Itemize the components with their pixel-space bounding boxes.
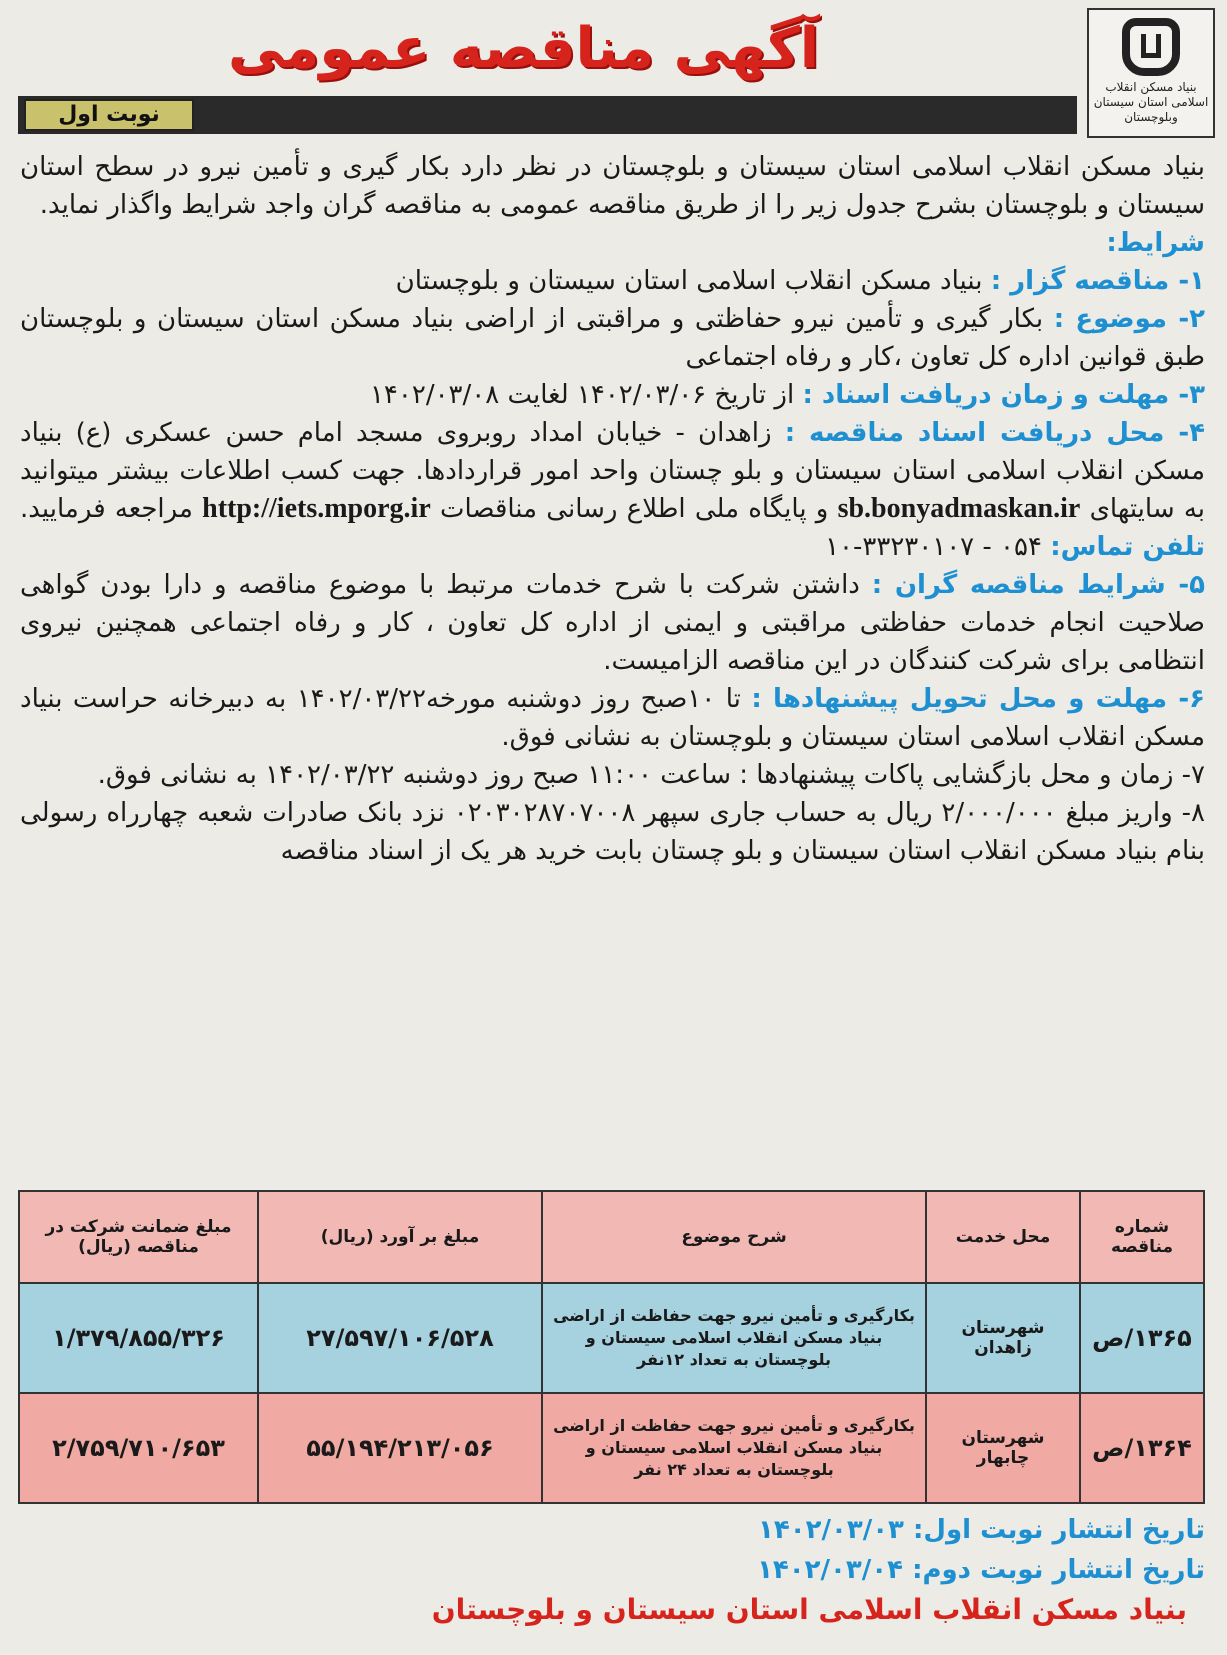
- tender-table: [18, 1190, 1205, 1504]
- item-2-label: ۲- موضوع :: [1053, 304, 1205, 334]
- item-3-label: ۳- مهلت و زمان دریافت اسناد :: [802, 380, 1205, 410]
- header-service-location: محل خدمت: [926, 1191, 1080, 1283]
- item-5-text: داشتن شرکت با شرح خدمات مرتبط با موضوع مناقصه و دارا بودن گواهی صلاحیت انجام خدمات حفاظتی مراقبتی و ایمنی از اداره کل تعاون ، کار و رفاه اجتماعی همچنین نیروی انتظامی برای شرکت کنندگان در این مناقصه الزامیست.: [20, 570, 1205, 676]
- item-6-label: ۶- مهلت و محل تحویل پیشنهادها :: [751, 684, 1205, 714]
- header-description: شرح موضوع: [542, 1191, 926, 1283]
- item-2: [20, 300, 1205, 376]
- item-4-label: ۴- محل دریافت اسناد مناقصه :: [784, 418, 1206, 448]
- item-5: [20, 566, 1205, 680]
- header-estimate: مبلغ بر آورد (ریال): [258, 1191, 542, 1283]
- service-location: شهرستان زاهدان: [926, 1283, 1080, 1393]
- item-4-text: زاهدان - خیابان امداد روبروی مسجد امام حسن عسکری (ع) بنیاد مسکن انقلاب اسلامی استان سیستان و بلو چستان واحد امور قراردادها. جهت کسب اطلاعات بیشتر میتوانید به سایتهای: [20, 418, 1206, 524]
- footer-organization: بنیاد مسکن انقلاب اسلامی استان سیستان و بلوچستان: [431, 1593, 1187, 1626]
- item-2-text: بکار گیری و تأمین نیرو حفاظتی و مراقبتی از اراضی بنیاد مسکن استان سیستان و بلوچستان طبق قوانین اداره کل تعاون ،کار و رفاه اجتماعی: [20, 304, 1205, 372]
- page-title: آگهی مناقصه عمومی: [228, 16, 819, 81]
- header-tender-number: شماره مناقصه: [1080, 1191, 1204, 1283]
- table-header-row: [19, 1191, 1204, 1283]
- item-3: [20, 376, 1205, 414]
- first-publication-date: تاریخ انتشار نوبت اول: ۱۴۰۲/۰۳/۰۳: [757, 1515, 1205, 1545]
- guarantee-amount: ۱/۳۷۹/۸۵۵/۳۲۶: [19, 1283, 258, 1393]
- phone-number: ۰۵۴ - ۳۳۲۳۰۱۰۷-۱۰: [825, 532, 1042, 562]
- website-link-1[interactable]: sb.bonyadmaskan.ir: [837, 493, 1081, 524]
- tender-description: بکارگیری و تأمین نیرو جهت حفاظت از اراضی بنیاد مسکن انقلاب اسلامی سیستان و بلوچستان به تعداد ۲۴ نفر: [542, 1393, 926, 1503]
- intro-paragraph: بنیاد مسکن انقلاب اسلامی استان سیستان و بلوچستان در نظر دارد بکار گیری و تأمین نیرو در سطح استان سیستان و بلوچستان بشرح جدول زیر را از طریق مناقصه عمومی به مناقصه گران واجد شرایط واگذار نماید.: [20, 152, 1205, 220]
- item-7: ۷- زمان و محل بازگشایی پاکات پیشنهادها : ساعت ۱۱:۰۰ صبح روز دوشنبه ۱۴۰۲/۰۳/۲۲ به نشانی فوق.: [97, 760, 1205, 790]
- logo-line-1: بنیاد مسکن انقلاب: [1105, 80, 1197, 94]
- notice-body: [20, 148, 1205, 870]
- publication-dates: [300, 1510, 1205, 1590]
- second-publication-date: تاریخ انتشار نوبت دوم: ۱۴۰۲/۰۳/۰۴: [757, 1555, 1205, 1585]
- estimate-amount: ۲۷/۵۹۷/۱۰۶/۵۲۸: [258, 1283, 542, 1393]
- header-guarantee: مبلغ ضمانت شرکت در مناقصه (ریال): [19, 1191, 258, 1283]
- turn-badge: نوبت اول: [24, 99, 194, 131]
- guarantee-amount: ۲/۷۵۹/۷۱۰/۶۵۳: [19, 1393, 258, 1503]
- tender-number: ۱۳۶۵/ص: [1080, 1283, 1204, 1393]
- item-6: [20, 680, 1205, 756]
- phone-label: تلفن تماس:: [1050, 532, 1205, 562]
- item-1-label: ۱- مناقصه گزار :: [990, 266, 1205, 296]
- item-1: [20, 262, 1205, 300]
- estimate-amount: ۵۵/۱۹۴/۲۱۳/۰۵۶: [258, 1393, 542, 1503]
- organization-logo: [1087, 8, 1215, 138]
- item-4: [20, 414, 1205, 566]
- item-4-text-2: و پایگاه ملی اطلاع رسانی مناقصات: [440, 494, 829, 524]
- website-link-2[interactable]: http://iets.mporg.ir: [202, 493, 431, 524]
- item-5-label: ۵- شرایط مناقصه گران :: [871, 570, 1205, 600]
- conditions-heading: شرایط:: [1106, 228, 1205, 258]
- service-location: شهرستان چابهار: [926, 1393, 1080, 1503]
- table-row: [19, 1393, 1204, 1503]
- tender-description: بکارگیری و تأمین نیرو جهت حفاظت از اراضی بنیاد مسکن انقلاب اسلامی سیستان و بلوچستان به تعداد ۱۲نفر: [542, 1283, 926, 1393]
- bonyad-maskan-logo-icon: [1122, 18, 1180, 76]
- item-6-text: تا ۱۰صبح روز دوشنبه مورخه۱۴۰۲/۰۳/۲۲ به دبیرخانه حراست بنیاد مسکن انقلاب اسلامی استان سیستان و بلوچستان به نشانی فوق.: [20, 684, 1205, 752]
- tender-number: ۱۳۶۴/ص: [1080, 1393, 1204, 1503]
- table-row: [19, 1283, 1204, 1393]
- logo-line-2: اسلامی استان سیستان: [1093, 95, 1209, 109]
- logo-line-3: وبلوچستان: [1124, 110, 1178, 124]
- item-3-text: از تاریخ ۱۴۰۲/۰۳/۰۶ لغایت ۱۴۰۲/۰۳/۰۸: [369, 380, 795, 410]
- item-8: ۸- واریز مبلغ ۲/۰۰۰/۰۰۰ ریال به حساب جاری سپهر ۰۲۰۳۰۲۸۷۰۷۰۰۸ نزد بانک صادرات شعبه چهارراه رسولی بنام بنیاد مسکن انقلاب استان سیستان و بلو چستان بابت خرید هر یک از اسناد مناقصه: [20, 798, 1205, 866]
- item-4-text-3: مراجعه فرمایید.: [20, 494, 193, 524]
- item-1-text: بنیاد مسکن انقلاب اسلامی استان سیستان و بلوچستان: [395, 266, 983, 296]
